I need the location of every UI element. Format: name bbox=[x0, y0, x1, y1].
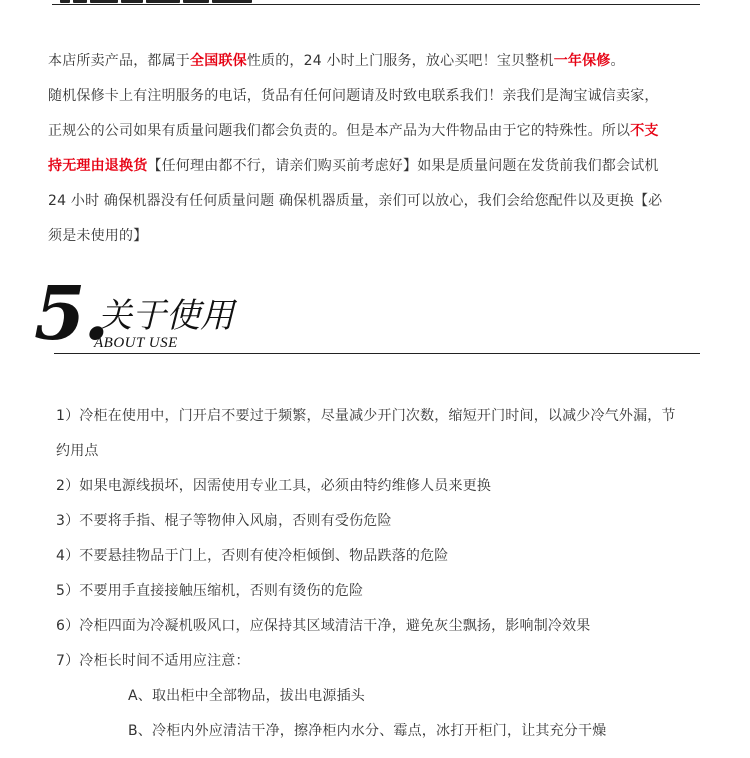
list-item: 5）不要用手直接接触压缩机，否则有烫伤的危险 bbox=[56, 583, 364, 599]
usage-list bbox=[56, 399, 724, 749]
list-item: 6）冷柜四面为冷凝机吸风口，应保持其区域清洁干净，避免灰尘飘扬，影响制冷效果 bbox=[56, 618, 591, 634]
list-item: 2）如果电源线损坏，因需使用专业工具，必须由特约维修人员来更换 bbox=[56, 478, 492, 494]
list-item: 1）冷柜在使用中，门开启不要过于频繁，尽量减少开门次数，缩短开门时间，以减少冷气外漏，节 bbox=[56, 408, 676, 424]
highlight-national-warranty: 全国联保 bbox=[190, 53, 247, 69]
notice-line-1: 本店所卖产品，都属于全国联保性质的，24 小时上门服务，放心买吧！宝贝整机一年保修。 bbox=[48, 53, 625, 69]
section-5-header bbox=[34, 271, 704, 360]
notice-line-6: 须是未使用的】 bbox=[48, 228, 148, 244]
section-divider bbox=[54, 353, 700, 354]
list-item-continuation: 约用点 bbox=[56, 443, 99, 459]
notice-line-4: 持无理由退换货【任何理由都不行，请亲们购买前考虑好】如果是质量问题在发货前我们都会试机 bbox=[48, 158, 659, 174]
notice-line-3: 正规公的公司如果有质量问题我们都会负责的。但是本产品为大件物品由于它的特殊性。所以不支 bbox=[48, 123, 659, 139]
notice-line-5: 24 小时 确保机器没有任何质量问题 确保机器质量，亲们可以放心，我们会给您配件以及更换【必 bbox=[48, 193, 663, 209]
list-item: 3）不要将手指、棍子等物伸入风扇，否则有受伤危险 bbox=[56, 513, 392, 529]
highlight-no-return: 不支 bbox=[630, 123, 659, 139]
highlight-one-year-warranty: 一年保修 bbox=[553, 53, 611, 69]
top-divider bbox=[52, 4, 700, 5]
sub-list-item: B、冷柜内外应清洁干净，擦净柜内水分、霉点，冰打开柜门，让其充分干燥 bbox=[128, 723, 607, 739]
highlight-no-return-cont: 持无理由退换货 bbox=[48, 158, 148, 174]
section-title: 关于使用 bbox=[98, 296, 234, 336]
section-subtitle: ABOUT USE bbox=[94, 335, 178, 351]
list-item: 4）不要悬挂物品于门上，否则有使冷柜倾倒、物品跌落的危险 bbox=[56, 548, 449, 564]
section-number: 5. bbox=[34, 271, 108, 357]
notice-line-2: 随机保修卡上有注明服务的电话，货品有任何问题请及时致电联系我们！亲我们是淘宝诚信卖家， bbox=[48, 88, 659, 104]
list-item: 7）冷柜长时间不适用应注意： bbox=[56, 653, 250, 669]
sub-list-item: A、取出柜中全部物品，拔出电源插头 bbox=[128, 688, 365, 704]
warranty-notice bbox=[48, 44, 708, 254]
